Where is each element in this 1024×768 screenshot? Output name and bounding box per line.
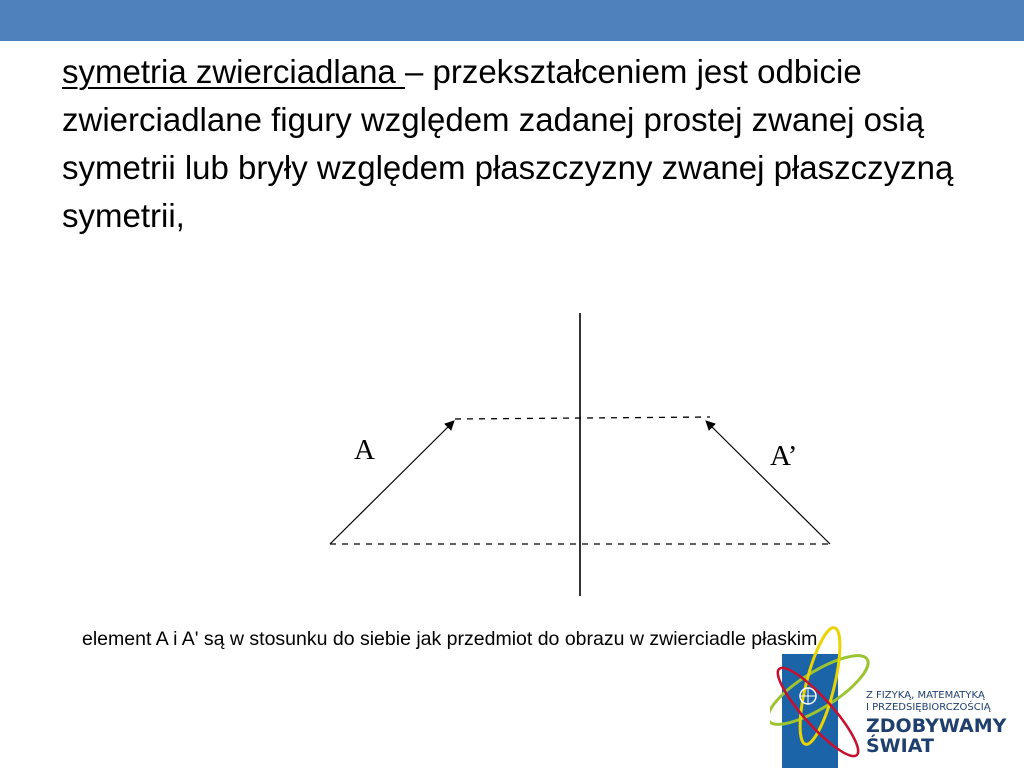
project-logo	[770, 620, 1024, 768]
label-a-prime: A’	[770, 440, 798, 472]
caption-text: element A i A' są w stosunku do siebie jak przedmiot do obrazu w zwierciadle płaskim.	[82, 628, 823, 650]
label-a: A	[354, 434, 375, 466]
top-dashed-line	[455, 417, 710, 419]
logo-line-4: ŚWIAT	[866, 735, 934, 757]
definition-body: – przekształceniem jest odbicie zwierciadlane figury względem zadanej prostej zwanej osią symetrii lub bryły względem płaszczyzny zwanej płaszczyzną symetrii,	[62, 53, 954, 234]
logo-line-1: Z FIZYKĄ, MATEMATYKĄ	[866, 690, 985, 701]
logo-line-3: ZDOBYWAMY	[866, 715, 1007, 737]
arrow-a	[330, 421, 454, 544]
arrow-a-prime	[706, 421, 830, 544]
logo-line-2: I PRZEDSIĘBIORCZOŚCIĄ	[866, 702, 991, 713]
definition-term: symetria zwierciadlana	[62, 53, 405, 90]
